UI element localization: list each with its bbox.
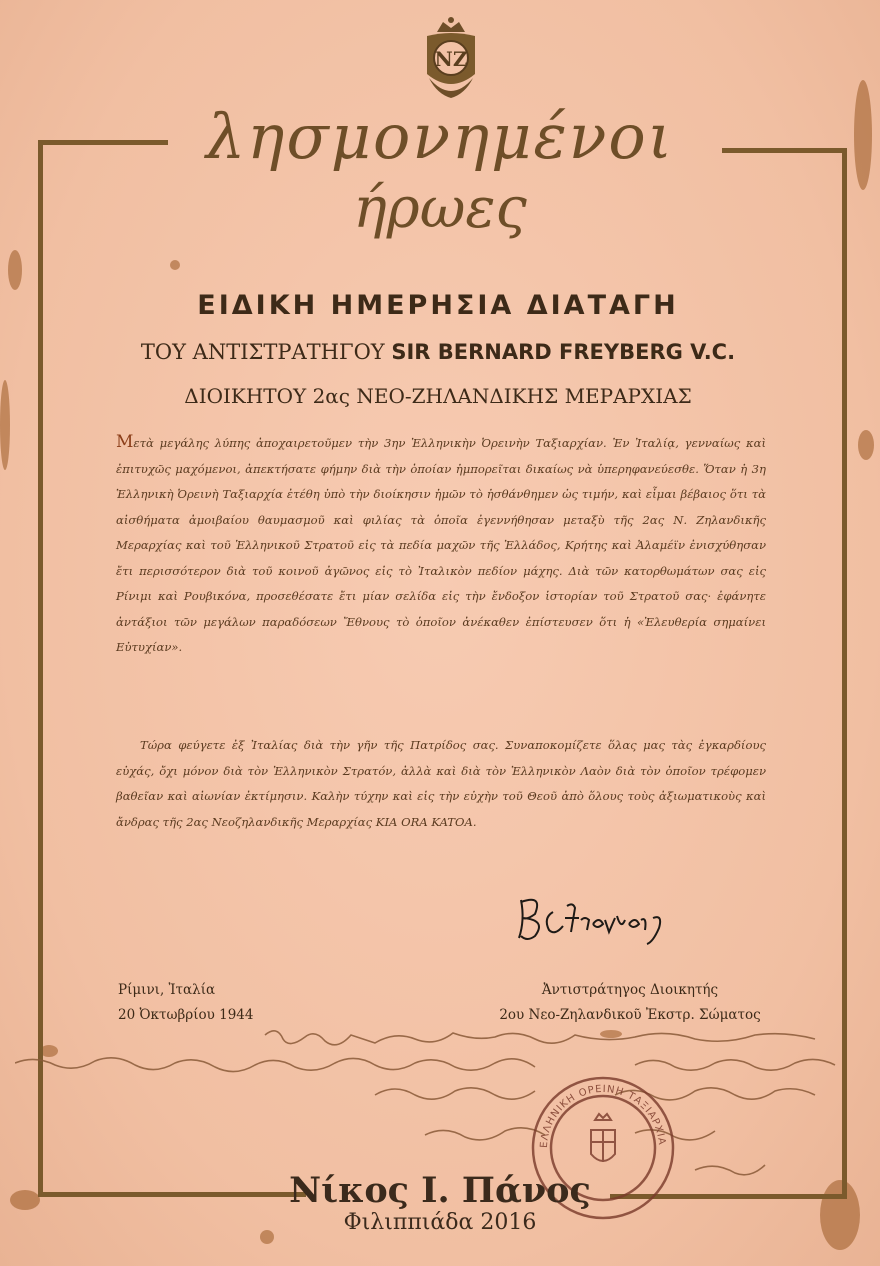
place-date-block <box>118 978 253 1028</box>
freyberg-signature <box>513 890 683 950</box>
signer-title: Ἀντιστράτηγος Διοικητής <box>541 982 719 998</box>
order-document <box>108 280 768 1040</box>
signer-block <box>480 978 780 1028</box>
document-place: Ρίμινι, Ἰταλία <box>118 982 216 998</box>
document-heading: ΕΙΔΙΚΗ ΗΜΕΡΗΣΙΑ ΔΙΑΤΑΓΗ <box>197 290 679 321</box>
paragraph-1-text: ετὰ μεγάλης λύπης ἀποχαιρετοῦμεν τὴν 3ην Ἑλληνικὴν Ὀρεινὴν Ταξιαρχίαν. Ἐν Ἰταλίᾳ, γενναίως καὶ ἐπιτυχῶς μαχόμενοι, ἀπεκτήσατε φήμην διὰ τὴν ὁποίαν ἠμπορεῖται δικαίως νὰ ὑπερηφανεύεσθε. Ὅταν ἡ 3η Ἑλληνικὴ Ὀρεινὴ Ταξιαρχία ἐτέθη ὑπὸ τὴν διοίκησιν ἡμῶν τὸ ἠσθάνθημεν ὡς τιμήν, καὶ εἶμαι βέβαιος ὅτι τὰ αἰσθήματα ἀμοιβαίου θαυμασμοῦ καὶ φιλίας τὰ ὁποῖα ἐγεννήθησαν μεταξὺ τῆς 2ας Ν. Ζηλανδικῆς Μεραρχίας καὶ τοῦ Ἑλληνικοῦ Στρατοῦ εἰς τὰ πεδία μαχῶν τῆς Ἑλλάδος, Κρήτης καὶ Ἀλαμέϊν ἐνισχύθησαν ἔτι περισσότερον διὰ τοῦ κοινοῦ ἀγῶνος εἰς τὸ Ἰταλικὸν πεδίον μάχης. Διὰ τῶν κατορθωμάτων σας εἰς Ρίνιμι καὶ Ρουβικόνα, προσεθέσατε ἔτι μίαν σελίδα εἰς τὴν ἔνδοξον ἱστορίαν τοῦ Στρατοῦ σας· ἐφάνητε ἀντάξιοι τῶν μεγάλων παραδόσεων Ἔθνους τὸ ὁποῖον ἀνέκαθεν ἐπίστευσεν ὅτι ἡ «Ἐλευθερία σημαίνει Εὐτυχίαν». <box>116 436 766 654</box>
book-title-line2: ήρωες <box>353 176 527 241</box>
document-date: 20 Ὀκτωβρίου 1944 <box>118 1007 254 1023</box>
handwritten-annotation <box>15 1025 845 1185</box>
signer-unit: 2ου Νεο-Ζηλανδικοῦ Ἐκστρ. Σώματος <box>499 1007 761 1023</box>
drop-cap: Μ <box>116 432 134 452</box>
emblem-label: NZ <box>434 47 468 71</box>
order-paragraph-2: Τώρα φεύγετε ἐξ Ἰταλίας διὰ τὴν γῆν τῆς Πατρίδος σας. Συναποκομίζετε ὅλας μας τὰς ἐγκαρδίους εὐχάς, ὄχι μόνον διὰ τὸν Ἑλληνικὸν Στρατόν, ἀλλὰ καὶ διὰ τὸν Ἑλληνικὸν Λαὸν διὰ τὸν ὁποῖον τρέφομεν βαθεῖαν καὶ αἰωνίαν ἐκτίμησιν. Καλὴν τύχην καὶ εἰς τὴν εὐχὴν τοῦ Θεοῦ ἀπὸ ὅλους τοὺς ἀξιωματικοὺς καὶ ἄνδρας τῆς 2ας Νεοζηλανδικῆς Μεραρχίας KIA ORA KATOA. <box>116 738 766 829</box>
document-subheading-1 <box>108 340 768 364</box>
nz-crest-icon <box>415 14 487 104</box>
order-paragraph-1 <box>116 430 766 661</box>
document-subheading-2: ΔΙΟΙΚΗΤΟΥ 2ας ΝΕΟ-ΖΗΛΑΝΔΙΚΗΣ ΜΕΡΑΡΧΙΑΣ <box>184 384 692 408</box>
publication-place-year: Φιλιππιάδα 2016 <box>343 1210 537 1235</box>
book-author: Νίκος Ι. Πάνος <box>289 1170 591 1211</box>
subheading-prefix: ΤΟΥ ΑΝΤΙΣΤΡΑΤΗΓΟΥ <box>140 340 385 364</box>
stamp-text: ΕΛΛΗΝΙΚΗ ΟΡΕΙΝΗ ΤΑΞΙΑΡΧΙΑ <box>538 1083 668 1149</box>
book-title-line1: λησμονημένοι <box>205 100 675 173</box>
subheading-name: SIR BERNARD FREYBERG V.C. <box>391 340 736 364</box>
